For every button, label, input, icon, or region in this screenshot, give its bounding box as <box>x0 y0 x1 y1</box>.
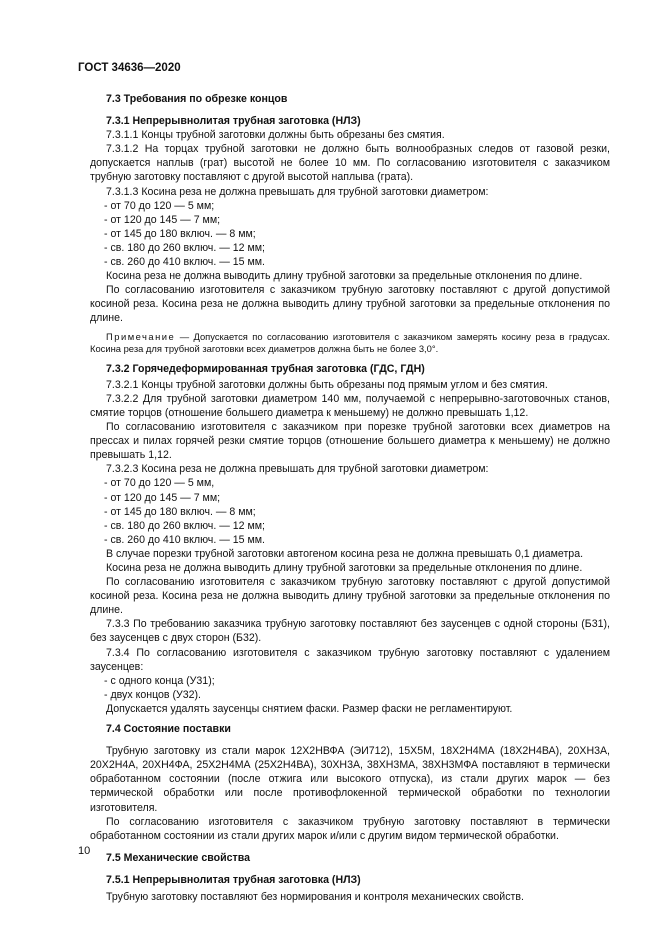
paragraph: В случае порезки трубной заготовки автогеном косина реза не должна превышать 0,1 диаметра. <box>106 547 584 560</box>
list-item: - от 145 до 180 включ. — 8 мм; <box>104 227 256 240</box>
list-item: - св. 260 до 410 включ. — 15 мм. <box>104 256 265 269</box>
section-7-3-title: 7.3 Требования по обрезке концов <box>106 93 288 105</box>
paragraph: Косина реза не должна выводить длину трубной заготовки за предельные отклонения по длине. <box>106 270 583 283</box>
list-item: - от 120 до 145 — 7 мм; <box>104 491 221 504</box>
paragraph: Косина реза не должна выводить длину трубной заготовки за предельные отклонения по длине. <box>106 562 583 574</box>
list-item: - от 145 до 180 включ. — 8 мм; <box>104 505 256 518</box>
paragraph: Допускается удалять заусенцы снятием фаски. Размер фаски не регламентируют. <box>106 702 513 715</box>
list-item: - с одного конца (У31); <box>104 674 215 687</box>
list-item: - св. 260 до 410 включ. — 15 мм. <box>104 533 265 546</box>
paragraph: По согласованию изготовителя с заказчиком трубную заготовку поставляют в термически обработанном состоянии из стали других марок и/или с другим видом термической обработки. <box>90 815 610 842</box>
list-item: - св. 180 до 260 включ. — 12 мм; <box>104 241 265 254</box>
paragraph: 7.3.1.3 Косина реза не должна превышать для трубной заготовки диаметром: <box>106 185 489 198</box>
section-7-3-2-title: 7.3.2 Горячедеформированная трубная заготовка (ГДС, ГДН) <box>106 362 425 375</box>
paragraph: По согласованию изготовителя с заказчиком трубную заготовку поставляют с другой допустимой косиной реза. Косина реза не должна выводить длину трубной заготовки за предельные отклонения по длине. <box>90 576 610 617</box>
doc-code: ГОСТ 34636—2020 <box>78 62 181 74</box>
list-item: - от 70 до 120 — 5 мм, <box>104 477 215 490</box>
section-7-3-1-title: 7.3.1 Непрерывнолитая трубная заготовка (НЛЗ) <box>106 115 361 128</box>
note-text: — Допускается по согласованию изготовителя с заказчиком замерять косину реза в градусах. Косина реза для трубной заготовки всех диаметров должна быть не более 3,0°. <box>90 330 610 355</box>
paragraph: 7.3.1.1 Концы трубной заготовки должны быть обрезаны без смятия. <box>106 129 445 142</box>
paragraph: По согласованию изготовителя с заказчиком трубную заготовку поставляют с другой допустимой косиной реза. Косина реза не должна выводить длину трубной заготовки за предельные отклонения по длине. <box>90 284 610 325</box>
page-number: 10 <box>78 845 91 857</box>
note-label: Примечание <box>106 330 176 342</box>
list-item: - от 120 до 145 — 7 мм; <box>104 213 221 226</box>
paragraph: Трубную заготовку поставляют без нормирования и контроля механических свойств. <box>106 890 524 903</box>
section-7-5-1-title: 7.5.1 Непрерывнолитая трубная заготовка (НЛЗ) <box>106 873 361 886</box>
list-item: - от 70 до 120 — 5 мм; <box>104 199 215 212</box>
paragraph: Трубную заготовку из стали марок 12Х2НВФА (ЭИ712), 15Х5М, 18Х2Н4МА (18Х2Н4ВА), 20ХН3А, 20Х2Н4А, 20ХН4ФА, 25Х2Н4МА (25Х2Н4ВА), 30ХН3А, 38ХН3МА, 38ХН3МФА поставляют в термически обработанном состоянии (после отжига или высокого отпуска), из стали других марок — без термической обработки или после противофлокенной термической обработки по технологии изготовителя. <box>90 745 610 814</box>
paragraph: 7.3.1.2 На торцах трубной заготовки не должно быть волнообразных следов от газовой резки, допускается наплыв (грат) высотой не более 10 мм. По согласованию изготовителя с заказчиком трубную заготовку поставляют с другой высотой наплыва (грата). <box>90 143 610 184</box>
paragraph: 7.3.2.1 Концы трубной заготовки должны быть обрезаны под прямым углом и без смятия. <box>106 378 548 391</box>
paragraph: 7.3.2.3 Косина реза не должна превышать для трубной заготовки диаметром: <box>106 463 489 476</box>
note <box>90 331 610 356</box>
section-7-4-title: 7.4 Состояние поставки <box>106 723 231 736</box>
list-item: - двух концов (У32). <box>104 688 202 701</box>
paragraph: 7.3.4 По согласованию изготовителя с заказчиком трубную заготовку поставляют с удалением заусенцев: <box>90 646 610 673</box>
paragraph: 7.3.3 По требованию заказчика трубную заготовку поставляют без заусенцев с одной стороны (Б31), без заусенцев с двух сторон (Б32). <box>90 618 610 645</box>
paragraph: По согласованию изготовителя с заказчиком при порезке трубной заготовки всех диаметров на прессах и пилах горячей резки смятие торцов (отношение большего диаметра к меньшему) не должно превышать 1,12. <box>90 421 610 462</box>
section-7-5-title: 7.5 Механические свойства <box>106 851 250 864</box>
paragraph: 7.3.2.2 Для трубной заготовки диаметром 140 мм, получаемой с непрерывно-заготовочных станов, смятие торцов (отношение большего диаметра к меньшему) не должно превышать 1,12. <box>90 392 610 419</box>
page-content <box>90 92 610 904</box>
list-item: - св. 180 до 260 включ. — 12 мм; <box>104 519 265 532</box>
